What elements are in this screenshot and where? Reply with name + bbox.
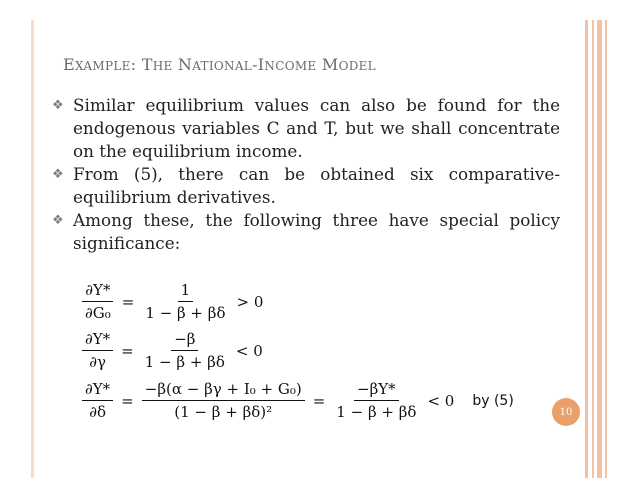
bullet-text: Among these, the following three have special policy significance: — [73, 210, 560, 253]
equation-row-2: $\frac{\partial Y*}{\partial\gamma}$ = $\frac{-\beta}{1 - \beta + \beta\delta}$ < 0 — [82, 330, 263, 371]
rhs-fraction: $\frac{-\beta}{1 - \beta + \beta\delta}$ — [144, 330, 225, 371]
left-decor-bar — [31, 20, 34, 478]
rhs-fraction: $\frac{-\beta Y*}{1 - \beta + \beta\delta}$ — [336, 380, 417, 421]
equation-reference-note: by (5) — [472, 392, 514, 409]
bullet-item — [52, 94, 560, 163]
lhs-fraction: $\frac{\partial Y*}{\text{∂G₀}}$ — [82, 281, 114, 322]
diamond-star-bullet-icon: ❖ — [52, 167, 64, 182]
bullet-list — [52, 94, 560, 255]
bullet-text: Similar equilibrium values can also be found for the endogenous variables C and T, but we shall concentrate on the equilibrium income. — [73, 95, 560, 161]
diamond-star-bullet-icon: ❖ — [52, 213, 64, 228]
diamond-star-bullet-icon: ❖ — [52, 98, 64, 113]
equations-block — [82, 281, 542, 431]
bullet-item — [52, 209, 560, 255]
rhs-fraction: $\frac{1}{1 - \beta + \beta\delta}$ — [145, 281, 226, 322]
lhs-fraction: $\frac{\partial Y*}{\partial\gamma}$ — [82, 330, 113, 371]
right-decor-bars — [585, 20, 615, 478]
lhs-fraction: $\frac{\partial Y*}{\partial\delta}$ — [82, 380, 113, 421]
bullet-text: From (5), there can be obtained six comparative-equilibrium derivatives. — [73, 164, 560, 207]
equation-row-3: $\frac{\partial Y*}{\partial\delta}$ = $\frac{\text{−β(α − βγ + I₀ + G₀)}}{\text{(1 − β + βδ)²}}$ = $\frac{-\beta Y*}{1 - \beta + \beta\delta}$ < 0 by (5) — [82, 380, 514, 421]
equation-row-1: $\frac{\partial Y*}{\text{∂G₀}}$ = $\frac{1}{1 - \beta + \beta\delta}$ > 0 — [82, 281, 263, 322]
mid-fraction: $\frac{\text{−β(α − βγ + I₀ + G₀)}}{\text{(1 − β + βδ)²}}$ — [142, 380, 305, 421]
bullet-item — [52, 163, 560, 209]
title-initial: E — [63, 55, 75, 74]
slide-title: EXAMPLE: THE NATIONAL-INCOME MODEL — [63, 55, 376, 74]
page-number-badge: 10 — [552, 398, 580, 426]
